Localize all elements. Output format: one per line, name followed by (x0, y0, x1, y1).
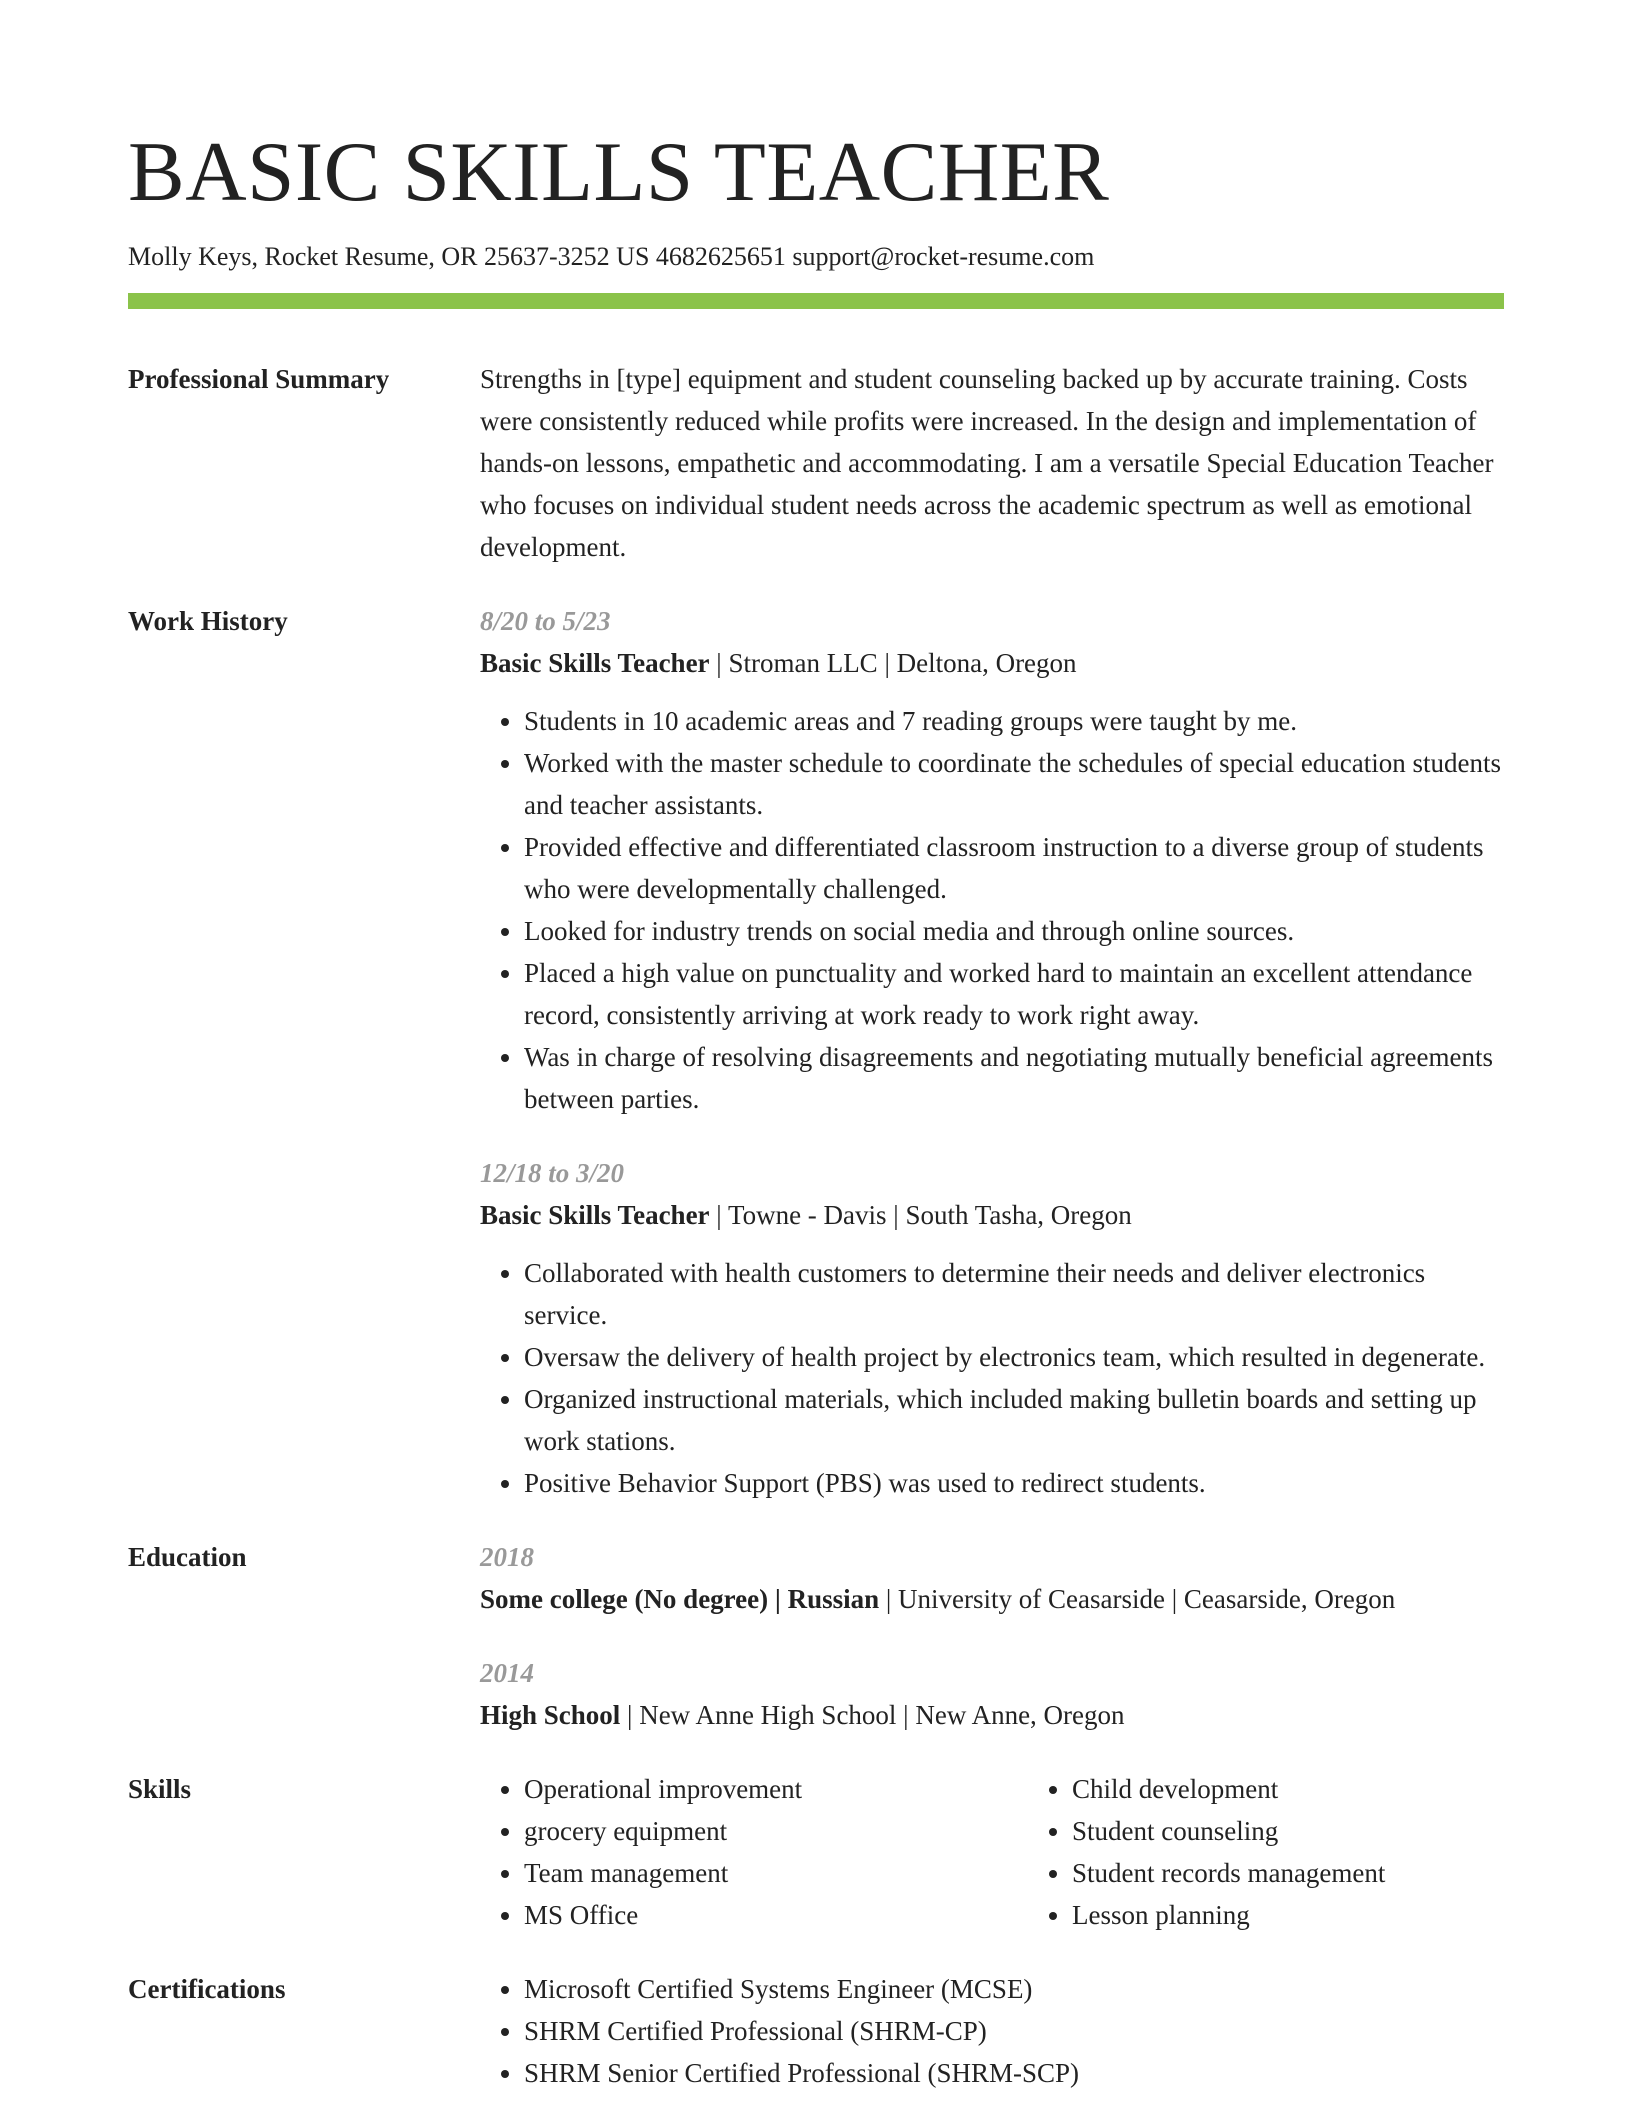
education-heading (480, 1578, 1504, 1620)
education-year: 2014 (480, 1658, 534, 1689)
education-degree: High School (480, 1700, 621, 1731)
list-item: • Collaborated with health customers to determine their needs and deliver electronics service. (524, 1252, 1504, 1336)
job-bullets (480, 1252, 1504, 1504)
job-dates: 8/20 to 5/23 (480, 606, 611, 637)
section-label-certifications: Certifications (128, 1974, 286, 2005)
list-item: • Lesson planning (1072, 1894, 1576, 1936)
job-details: | Stroman LLC | Deltona, Oregon (709, 648, 1077, 679)
resume-title: BASIC SKILLS TEACHER (128, 125, 1110, 219)
job-title: Basic Skills Teacher (480, 1200, 710, 1231)
education-details: | University of Ceasarside | Ceasarside, Oregon (879, 1584, 1396, 1615)
education-degree: Some college (No degree) | Russian (480, 1584, 880, 1615)
list-item: • Team management (524, 1852, 1028, 1894)
job-entry (480, 1152, 1504, 1504)
education-year: 2018 (480, 1542, 534, 1573)
resume-page (128, 0, 1504, 2094)
list-item: • MS Office (524, 1894, 1028, 1936)
header-divider (128, 293, 1504, 309)
list-item: • Oversaw the delivery of health project by electronics team, which resulted in degenerate. (524, 1336, 1504, 1378)
list-item: • Student records management (1072, 1852, 1576, 1894)
summary-section (128, 358, 1504, 568)
list-item: • Placed a high value on punctuality and worked hard to maintain an excellent attendance record, consistently arriving at work ready to work right away. (524, 952, 1504, 1036)
list-item: • Positive Behavior Support (PBS) was used to redirect students. (524, 1462, 1504, 1504)
job-details: | Towne - Davis | South Tasha, Oregon (709, 1200, 1132, 1231)
section-label-work-history: Work History (128, 606, 288, 637)
list-item: • Student counseling (1072, 1810, 1576, 1852)
list-item: • Students in 10 academic areas and 7 reading groups were taught by me. (524, 700, 1504, 742)
list-item: • Operational improvement (524, 1768, 1028, 1810)
list-item: • grocery equipment (524, 1810, 1028, 1852)
certifications-section (128, 1968, 1504, 2094)
skills-section (128, 1768, 1504, 1936)
list-item: • SHRM Senior Certified Professional (SHRM-SCP) (524, 2052, 1504, 2094)
list-item: • Child development (1072, 1768, 1576, 1810)
job-heading (480, 642, 1504, 684)
list-item: • Was in charge of resolving disagreements and negotiating mutually beneficial agreements between parties. (524, 1036, 1504, 1120)
education-heading (480, 1694, 1504, 1736)
job-bullets (480, 700, 1504, 1120)
list-item: • Microsoft Certified Systems Engineer (MCSE) (524, 1968, 1504, 2010)
job-heading (480, 1194, 1504, 1236)
section-label-education: Education (128, 1542, 247, 1573)
contact-line: Molly Keys, Rocket Resume, OR 25637-3252 US 4682625651 support@rocket-resume.com (128, 242, 1095, 271)
summary-text: Strengths in [type] equipment and student counseling backed up by accurate training. Costs were consistently reduced while profits were increased. In the design and implementation of hands-on lessons, empathetic and accommodating. I am a versatile Special Education Teacher who focuses on individual student needs across the academic spectrum as well as emotional development. (480, 364, 1494, 563)
section-label-skills: Skills (128, 1774, 192, 1805)
skills-list-left (480, 1768, 1028, 1936)
job-dates: 12/18 to 3/20 (480, 1158, 625, 1189)
list-item: • Looked for industry trends on social media and through online sources. (524, 910, 1504, 952)
work-history-section (128, 600, 1504, 1504)
work-history-body (480, 600, 1504, 1504)
skills-list-right (1028, 1768, 1576, 1936)
job-entry (480, 600, 1504, 1120)
education-entry (480, 1536, 1504, 1620)
skills-body (480, 1768, 1576, 1936)
list-item: • Organized instructional materials, which included making bulletin boards and setting up work stations. (524, 1378, 1504, 1462)
education-entry (480, 1652, 1504, 1736)
list-item: • SHRM Certified Professional (SHRM-CP) (524, 2010, 1504, 2052)
job-title: Basic Skills Teacher (480, 648, 710, 679)
certifications-body (480, 1968, 1504, 2094)
list-item: • Worked with the master schedule to coordinate the schedules of special education students and teacher assistants. (524, 742, 1504, 826)
certifications-list (480, 1968, 1504, 2094)
education-section (128, 1536, 1504, 1736)
list-item: • Provided effective and differentiated classroom instruction to a diverse group of students who were developmentally challenged. (524, 826, 1504, 910)
education-details: | New Anne High School | New Anne, Oregon (620, 1700, 1125, 1731)
section-label-summary: Professional Summary (128, 364, 390, 395)
education-body (480, 1536, 1504, 1736)
